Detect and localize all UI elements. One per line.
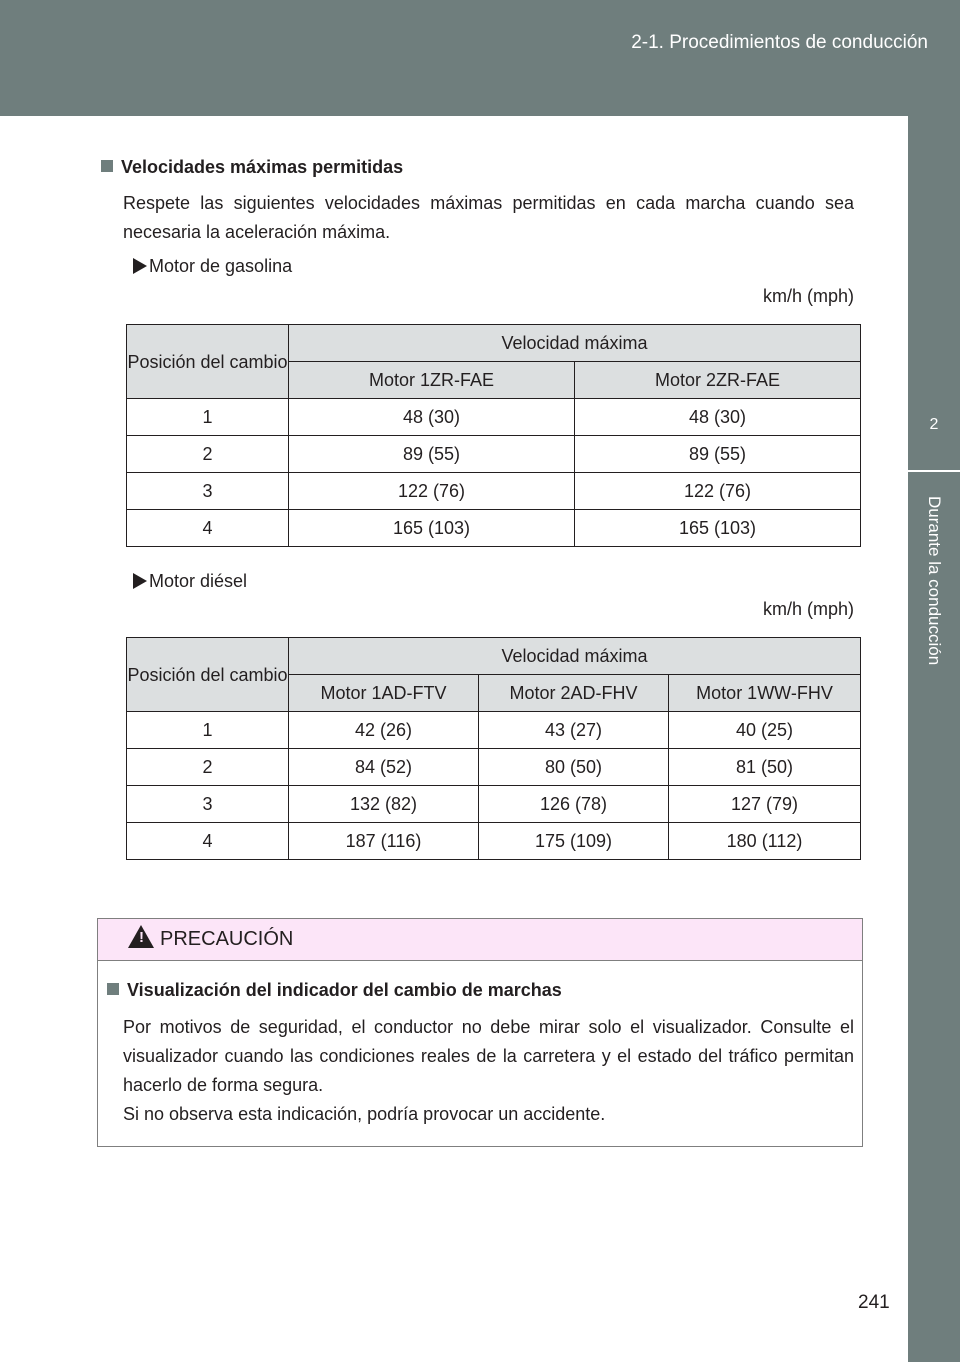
table-cell: 2: [127, 749, 289, 786]
gasoline-speed-table: [126, 324, 861, 547]
table-row: [127, 749, 861, 786]
caution-text: Por motivos de seguridad, el conductor no debe mirar solo el visualizador. Consulte el visualizador cuando las condiciones reales de la carretera y el estado del tráfico permitan hacerlo de forma segura.: [123, 1017, 854, 1095]
breadcrumb: 2-1. Procedimientos de conducción: [631, 32, 928, 53]
table-cell: 3: [127, 473, 289, 510]
page-number: 241: [858, 1292, 890, 1313]
table-row: [127, 436, 861, 473]
table-cell: 89 (55): [289, 436, 575, 473]
table-row: [127, 473, 861, 510]
caution-title-text: Visualización del indicador del cambio de marchas: [127, 980, 562, 1000]
table-cell: 180 (112): [669, 823, 861, 860]
header-engine: Motor 1ZR-FAE: [289, 362, 575, 399]
gasoline-label: [133, 256, 292, 277]
table-row: [127, 786, 861, 823]
header-position: Posición del cambio: [127, 638, 289, 712]
triangle-bullet-icon: [133, 258, 147, 274]
table-cell: 48 (30): [575, 399, 861, 436]
diesel-label: [133, 571, 247, 592]
table-cell: 2: [127, 436, 289, 473]
caution-box: [97, 918, 863, 1147]
table-cell: 40 (25): [669, 712, 861, 749]
gasoline-units: km/h (mph): [762, 286, 854, 306]
header-engine: Motor 2ZR-FAE: [575, 362, 861, 399]
table-cell: 165 (103): [575, 510, 861, 547]
caution-text: Si no observa esta indicación, podría provocar un accidente.: [123, 1104, 606, 1124]
table-cell: 3: [127, 786, 289, 823]
table-cell: 4: [127, 510, 289, 547]
diesel-speed-table: [126, 637, 861, 860]
warning-icon: !: [128, 925, 154, 948]
caution-body: [123, 1013, 854, 1129]
table-cell: 1: [127, 399, 289, 436]
page-header: [0, 0, 960, 116]
table-cell: 42 (26): [289, 712, 479, 749]
table-cell: 132 (82): [289, 786, 479, 823]
caution-title: [107, 980, 562, 1001]
header-engine: Motor 2AD-FHV: [479, 675, 669, 712]
table-cell: 89 (55): [575, 436, 861, 473]
gasoline-label-text: Motor de gasolina: [149, 256, 293, 276]
header-engine: Motor 1WW-FHV: [669, 675, 861, 712]
table-cell: 80 (50): [479, 749, 669, 786]
table-cell: 165 (103): [289, 510, 575, 547]
table-row: [127, 823, 861, 860]
section-heading: [101, 157, 403, 178]
header-max-speed: Velocidad máxima: [289, 638, 861, 675]
table-cell: 126 (78): [479, 786, 669, 823]
table-cell: 122 (76): [575, 473, 861, 510]
section-heading-text: Velocidades máximas permitidas: [121, 157, 404, 177]
section-intro: Respete las siguientes velocidades máximas permitidas en cada marcha cuando sea necesaria la aceleración máxima.: [123, 193, 854, 242]
table-cell: 187 (116): [289, 823, 479, 860]
table-cell: 1: [127, 712, 289, 749]
chapter-label: Durante la conducción: [925, 496, 944, 666]
caution-header-text: PRECAUCIÓN: [160, 928, 294, 950]
table-cell: 43 (27): [479, 712, 669, 749]
table-cell: 84 (52): [289, 749, 479, 786]
square-bullet-icon: [107, 983, 119, 995]
diesel-units: km/h (mph): [762, 599, 854, 619]
header-position: Posición del cambio: [127, 325, 289, 399]
square-bullet-icon: [101, 160, 113, 172]
diesel-label-text: Motor diésel: [149, 571, 248, 591]
chapter-side-tab: [908, 116, 960, 1362]
header-max-speed: Velocidad máxima: [289, 325, 861, 362]
table-row: [127, 510, 861, 547]
table-cell: 127 (79): [669, 786, 861, 823]
caution-header: [98, 919, 862, 961]
side-tab-divider: [908, 470, 960, 472]
header-engine: Motor 1AD-FTV: [289, 675, 479, 712]
chapter-number: 2: [929, 416, 939, 433]
table-cell: 175 (109): [479, 823, 669, 860]
table-cell: 48 (30): [289, 399, 575, 436]
table-cell: 4: [127, 823, 289, 860]
table-cell: 122 (76): [289, 473, 575, 510]
table-cell: 81 (50): [669, 749, 861, 786]
triangle-bullet-icon: [133, 573, 147, 589]
table-row: [127, 399, 861, 436]
table-row: [127, 712, 861, 749]
